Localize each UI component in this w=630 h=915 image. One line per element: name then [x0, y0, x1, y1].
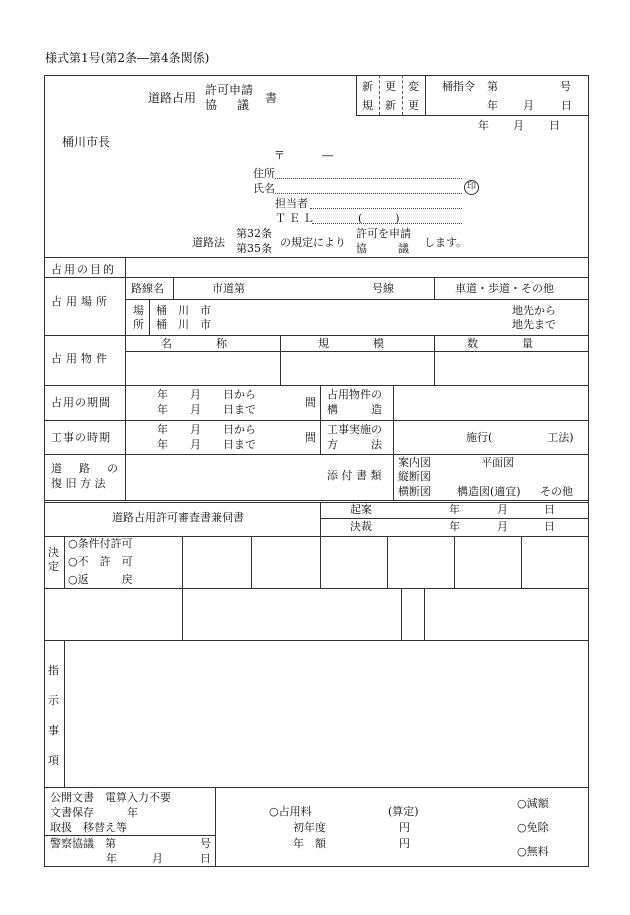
- final-year: 年: [449, 520, 460, 533]
- work-to: 年 月 日まで: [157, 438, 256, 451]
- road-kind: 車道・歩道・その他: [455, 282, 554, 295]
- footer-line-1: 公開文書 電算入力不要: [50, 791, 171, 804]
- opt-deny[interactable]: ○不 許 可: [68, 555, 133, 568]
- attach-label: 添 付 書 類: [327, 469, 382, 482]
- postal-dash: ―: [322, 149, 333, 162]
- law-label: 道路法: [192, 236, 225, 249]
- exempt-free[interactable]: ○無料: [517, 845, 549, 858]
- doc-4: 横断図: [398, 485, 431, 498]
- footer-line-3: 取扱 移替え等: [50, 821, 127, 834]
- place-to: 地先まで: [512, 318, 556, 331]
- final-month: 月: [497, 520, 508, 533]
- law-rule: の規定により: [280, 236, 346, 249]
- app-month: 月: [513, 119, 524, 132]
- opt-return[interactable]: ○返 戻: [68, 573, 133, 586]
- fee-yen-2: 円: [399, 837, 410, 850]
- instr-4: 項: [48, 754, 59, 767]
- tel-paren: ( ): [358, 212, 400, 225]
- footer-line-4a: 警察協議 第: [50, 837, 116, 850]
- restore-label-1: 道 路 の: [51, 462, 121, 475]
- tel-label: ＴＥＬ: [275, 212, 317, 225]
- decision-2: 定: [48, 560, 59, 573]
- draft-year: 年: [449, 503, 460, 516]
- box-change: 変: [408, 80, 419, 93]
- doc-2: 平面図: [481, 456, 514, 469]
- instr-1: 指: [48, 664, 59, 677]
- execution: 施行( 工法): [466, 431, 574, 444]
- exempt-reduce[interactable]: ○減額: [517, 797, 549, 810]
- doc-6: その他: [540, 485, 573, 498]
- work-from: 年 月 日から: [157, 423, 256, 436]
- instr-2: 示: [48, 694, 59, 707]
- exempt-exempt[interactable]: ○免除: [517, 821, 549, 834]
- name-label: 氏名: [253, 182, 275, 195]
- doc-1: 案内図: [398, 456, 431, 469]
- place-from: 地先から: [512, 304, 556, 317]
- period-to: 年 月 日まで: [157, 403, 256, 416]
- final-day: 日: [544, 520, 555, 533]
- postal-mark: 〒: [274, 149, 285, 162]
- draft-month: 月: [497, 503, 508, 516]
- fee-annual: 年 額: [293, 837, 326, 850]
- period-label: 占用の期間: [51, 396, 111, 409]
- fee-label[interactable]: ○占用料: [269, 805, 312, 818]
- method-1: 工事実施の: [327, 423, 382, 436]
- title-permit: 許可申請: [205, 83, 254, 97]
- law-art35: 第35条: [236, 242, 272, 255]
- city-2: 桶 川 市: [156, 318, 211, 331]
- structure-2: 構 造: [327, 403, 382, 416]
- objects-label: 占用物件: [51, 352, 111, 365]
- title-prefix: 道路占用: [148, 91, 197, 105]
- contact-label: 担当者: [275, 197, 308, 210]
- law-end: します。: [424, 236, 468, 249]
- route-city: 市道第: [212, 282, 245, 295]
- box-new: 新: [362, 80, 373, 93]
- work-between: 間: [305, 431, 316, 444]
- app-day: 日: [549, 119, 560, 132]
- box-renew: 更: [385, 80, 396, 93]
- period-from: 年 月 日から: [157, 388, 256, 401]
- instr-3: 事: [48, 724, 59, 737]
- order-go: 号: [560, 80, 571, 93]
- place-1: 場: [133, 304, 144, 317]
- col-qty: 数 量: [467, 337, 533, 350]
- order-label: 桶指令: [442, 80, 475, 93]
- app-year: 年: [478, 119, 489, 132]
- place-2: 所: [133, 318, 144, 331]
- box-regular: 規: [362, 99, 373, 112]
- fee-yen-1: 円: [399, 821, 410, 834]
- order-year: 年: [487, 99, 498, 112]
- addressee: 桶川市長: [62, 135, 111, 149]
- police-day: 日: [200, 852, 211, 865]
- law-request: 許可を申請: [356, 227, 411, 240]
- col-scale: 規 模: [318, 337, 384, 350]
- police-year: 年: [106, 852, 117, 865]
- doc-5: 構造図(適宜): [457, 485, 521, 498]
- structure-1: 占用物件の: [327, 388, 382, 401]
- seal-circle: 印: [464, 180, 479, 195]
- police-month: 月: [152, 852, 163, 865]
- review-draft: 起案: [350, 503, 372, 516]
- order-month: 月: [523, 99, 534, 112]
- form-number: 様式第1号(第2条―第4条関係): [45, 51, 210, 65]
- decision-1: 決: [48, 546, 59, 559]
- footer-line-2: 文書保存 年: [50, 806, 138, 819]
- box-renew-2: 新: [385, 99, 396, 112]
- opt-conditional[interactable]: ○条件付許可: [68, 537, 133, 550]
- review-title: 道路占用許可審査書兼伺書: [112, 511, 244, 524]
- draft-day: 日: [544, 503, 555, 516]
- purpose-label: 占用の目的: [51, 263, 116, 276]
- route-go: 号線: [372, 282, 394, 295]
- review-final: 決裁: [350, 520, 372, 533]
- title-suffix: 書: [265, 91, 278, 105]
- restore-label-2: 復 旧 方 法: [51, 477, 106, 490]
- fee-first-year: 初年度: [293, 821, 326, 834]
- address-label: 住所: [253, 167, 275, 180]
- fee-calc: (算定): [388, 805, 419, 818]
- period-between: 間: [305, 396, 316, 409]
- route-label: 路線名: [131, 282, 164, 295]
- title-consult: 協 議: [205, 98, 270, 112]
- footer-line-4b: 号: [200, 837, 211, 850]
- order-dai: 第: [487, 80, 498, 93]
- box-change-2: 更: [408, 99, 419, 112]
- location-label: 占用場所: [51, 295, 111, 308]
- doc-3: 縦断図: [398, 470, 431, 483]
- order-day: 日: [561, 99, 572, 112]
- col-name: 名 称: [161, 337, 227, 350]
- work-label: 工事の時期: [51, 431, 111, 444]
- city-1: 桶 川 市: [156, 304, 211, 317]
- law-consult: 協 議: [356, 242, 412, 255]
- law-art32: 第32条: [236, 227, 272, 240]
- method-2: 方 法: [327, 438, 382, 451]
